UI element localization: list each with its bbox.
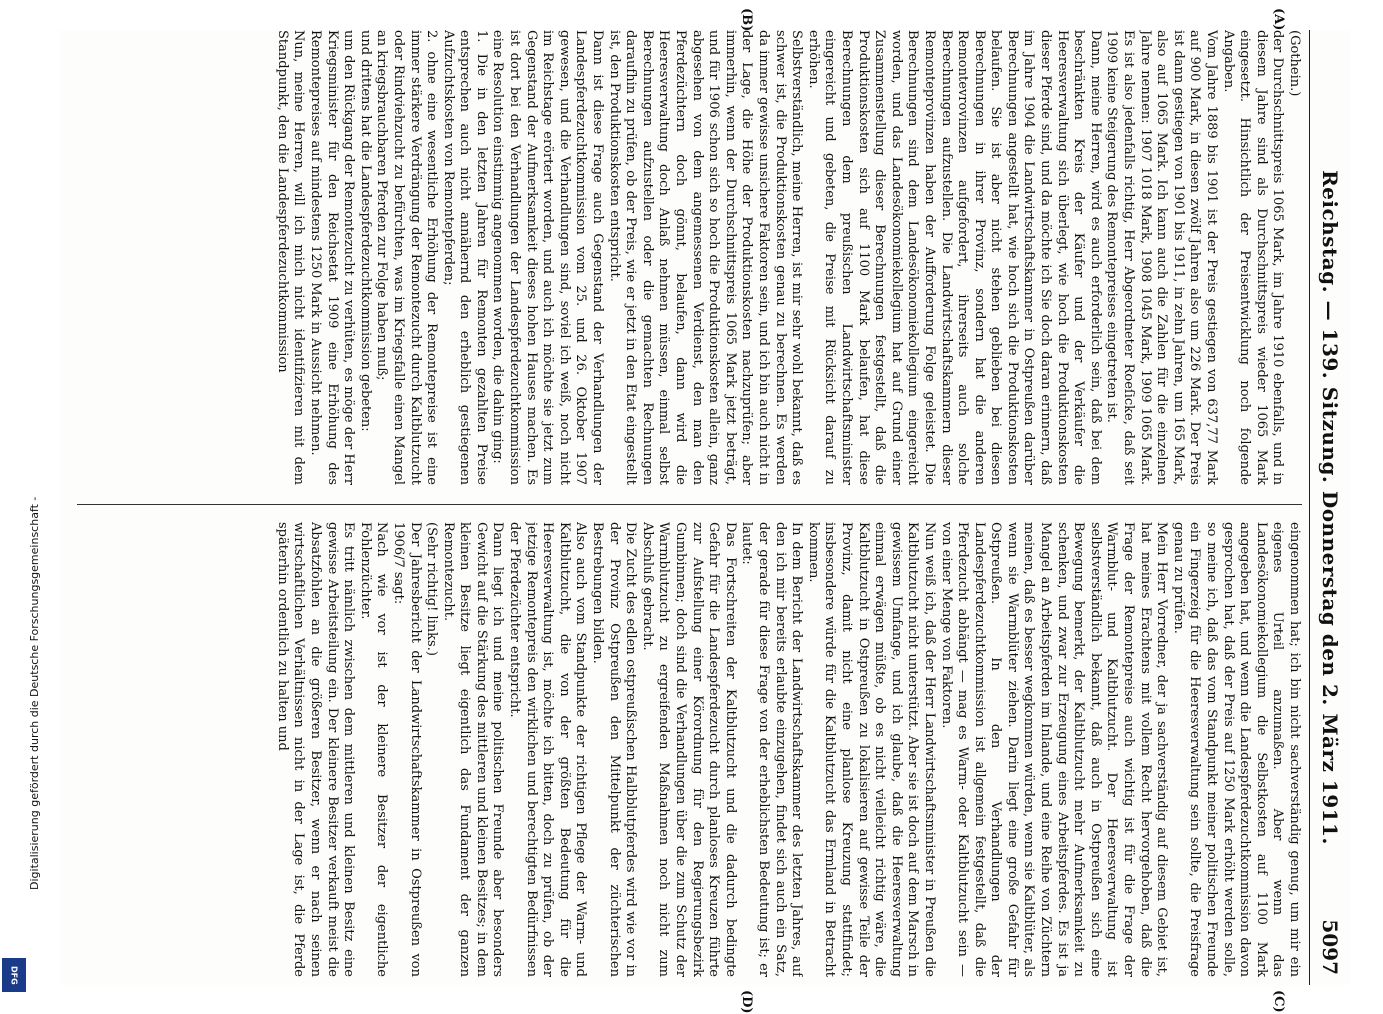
margin-marker-d: (D) [739,990,754,1014]
page-header [1309,30,1350,985]
text-column-right: eingenommen hat; ich bin nicht sachverständig genug, um mir ein eigenes Urteil anzumaßen. Aber wenn das Landesökonomiekollegium die Selbstkosten auf 1100 Mark angegeben hat, und wenn die Landespferdezuchtkommission davon gesprochen hat, daß der Preis auf 1250 Mark erhöht werden solle, so meine ich, daß das vom Standpunkt meiner politischen Freunde ein Fingerzeig für die Heeresverwaltung sein sollte, die Preisfrage genau zu prüfen. Mein Herr Vorredner, der ja sachverständig auf diesem Gebiet ist, hat meines Erachtens mit vollem Recht hervorgehoben, daß die Frage der Remontepreise auch wichtig ist für die Frage der Warmblut- und Kaltblutzucht. Der Heeresverwaltung ist selbstverständlich bekannt, daß auch in Ostpreußen sich eine Bewegung bemerkt, der Kaltblutzucht mehr Aufmerksamkeit zu schenken, und zwar zur Erzeugung eines Arbeitspferdes. Es ist ja Mangel an Arbeitspferden im Inlande, und eine Reihe von Züchtern meinen, daß es besser wegkommen würden, wenn sie Kaltblüter, als wenn sie Warmblüter ziehen. Darin liegt eine große Gefahr für Ostpreußen. In den Verhandlungen der Landespferdezuchtkommission ist allgemein festgestellt, daß die Pferdezucht abhängt — mag es Warm- oder Kaltblutzucht sein — von einer Menge von Faktoren. Nun weiß ich, daß der Herr Landwirtschaftsminister in Preußen die Kaltblutzucht nicht unterstützt. Aber sie ist doch auf dem Marsch in gewissem Umfange, und ich glaube, daß die Heeresverwaltung einmal erwägen müßte, ob es nicht vielleicht richtig wäre, die Kaltblutzucht in Ostpreußen zu lokalisieren auf gewisse Teile der Provinz, damit nicht eine planlose Kreuzung stattfindet; insbesondere würde für die Kaltblutzucht das Ermland in Betracht kommen. In dem Bericht der Landwirtschaftskammer des letzten Jahres, auf den ich mir bereits erlaubte einzugehen, findet sich auch ein Satz, der gerade für diese Frage von der erheblichsten Bedeutung ist; er lautet: Das Fortschreiten der Kaltblutzucht und die dadurch bedingte Gefahr für die Landespferdezucht durch planloses Kreuzen führte zur Aufstellung einer Körordnung für den Regierungsbezirk Gumbinnen; doch sind die Verhandlungen über die zum Schutz der Warmblutzucht zu ergreifenden Maßnahmen noch nicht zum Abschluß gebracht. Die Zucht des edlen ostpreußischen Halbblutpferdes wird wie vor in der Provinz Ostpreußen den Mittelpunkt der züchterischen Bestrebungen bilden. Also auch vom Standpunkte der richtigen Pflege der Warm- und Kaltblutzucht, die von der größten Bedeutung für die Heeresverwaltung ist, möchte ich bitten, doch zu prüfen, ob der jetzige Remontepreis den wirklichen und berechtigten Bedürfnissen der Pferdezüchter entspricht. Dann liegt ich und meine politischen Freunde aber besonders Gewicht auf die Stärkung des mittleren und kleinen Besitzes; in dem kleinen Besitze liegt eigentlich das Fundament der ganzen Remontezucht. (Sehr richtig! links.) Der Jahresbericht der Landwirtschaftskammer in Ostpreußen von 1906/7 sagt: Nach wie vor ist der kleinere Besitzer der eigentliche Fohlenzüchter. Es tritt nämlich zwischen dem mittleren und kleinen Besitz eine gewisse Arbeitsteilung ein. Der kleinere Besitzer verkauft meist die Absatzfohlen an die größeren Besitzer, wenn er nach seinen wirtschaftlichen Verhältnissen nicht in der Lage ist, die Pferde späterhin ordentlich zu halten und [274,522,1302,977]
page-content-rotated [60,8,1350,1014]
running-title: Reichstag. — 139. Sitzung. Donnerstag den 2. März 1911. [1318,170,1342,845]
text-column-left: (Gothein.) der Durchschnittspreis 1065 Mark, im Jahre 1910 ebenfalls, und in diesem Jahre sind als Durchschnittspreis wieder 1065 Mark eingesetzt. Hinsichtlich der Preisentwicklung noch folgende Angaben. Vom Jahre 1889 bis 1901 ist der Preis gestiegen von 637,77 Mark auf 900 Mark, in diesen zwölf Jahren also um 226 Mark. Der Preis ist dann gestiegen von 1901 bis 1911, in zehn Jahren, um 165 Mark, also auf 1065 Mark. Ich kann auch die Zahlen für die einzelnen Jahre nennen: 1907 1018 Mark, 1908 1045 Mark, 1909 1065 Mark. Es ist also jedenfalls richtig, Herr Abgeordneter Roeſicke, daß seit 1909 keine Steigerung des Remontepreises eingetreten ist. Dann, meine Herren, wird es auch erforderlich sein, daß bei dem beschränkten Kreis der Käufer und der Verkäufer die Heeresverwaltung sich überlegt, wie hoch die Produktionskosten dieser Pferde sind, und da möchte ich Sie doch daran erinnern, daß im Jahre 1904 die Landwirtschaftskammer in Ostpreußen darüber Berechnungen angestellt hat, wie hoch sich die Produktionskosten belaufen. Sie ist aber nicht stehen geblieben bei diesen Berechnungen in ihrer Provinz, sondern hat die anderen Remontevrovinzen aufgefordert, ihrerseits auch solche Berechnungen aufzustellen. Die Landwirtschaftskammern dieser Remonteprovinzen haben der Aufforderung Folge geleistet. Die Berechnungen sind dem Landesökonomiekollegium eingereicht worden, und das Landesökonomiekollegium hat auf Grund einer Zusammenstellung dieser Berechnungen festgestellt, daß die Produktionskosten sich auf 1100 Mark belaufen, hat diese Berechnungen dem preußischen Landwirtschaftsminister eingereicht und gebeten, die Preise mit Rücksicht darauf zu erhöhen. Selbstverständlich, meine Herren, ist mir sehr wohl bekannt, daß es schwer ist, die Produktionskosten genau zu berechnen. Es werden da immer gewisse unsichere Faktoren sein, und ich bin auch nicht in der Lage, die Höhe der Produktionskosten nachzuprüfen; aber immerhin, wenn der Durchschnittspreis 1065 Mark jetzt beträgt, und für 1906 schon sich so hoch die Produktionskosten allein, ganz abgesehen von dem angemessenen Verdienst, den man den Pferdezüchtern doch gönnt, belaufen, dann wird die Heeresverwaltung doch Anlaß nehmen müssen, einmal selbst Berechnungen aufzustellen oder die gemachten Rechnungen daraufhin zu prüfen, ob der Preis, wie er jetzt in den Etat eingestellt ist, den Produktionskosten entspricht. Dann ist diese Frage auch Gegenstand der Verhandlungen der Landespferdezuchtkommission vom 25. und 26. Oktober 1907 gewesen, und die Verhandlungen sind, soviel ich weiß, noch nicht im Reichstage erörtert worden, und auch ich möchte sie jetzt zum Gegenstand der Aufmerksamkeit dieses hohen Hauses machen. Es ist dort bei den Verhandlungen der Landespferdezuchtkommission eine Resolution einstimmig angenommen worden, die dahin ging: 1. Die in den letzten Jahren für Remonten gezahlten Preise entsprechen auch nicht annähernd den erheblich gestiegenen Aufzuchtskosten von Remontepferden; 2. ohne eine wesentliche Erhöhung der Remontepreise ist eine immer stärkere Verdrängung der Remontezucht durch Kaltblutzucht oder Rindviehzucht zu befürchten, was im Kriegsfalle einen Mangel an kriegsbrauchbaren Pferden zur Folge haben muß; und drittens hat die Landespferdezuchtkommission gebeten: um den Rückgang der Remontezucht zu verhüten, es möge der Herr Kriegsminister für den Reichsetat 1909 eine Erhöhung des Remontepreises auf mindestens 1250 Mark in Aussicht nehmen. Nun, meine Herren, will ich mich nicht identifizieren mit dem Standpunkt, den die Landespferdezuchtkommission [274,30,1302,485]
margin-marker-c: (C) [1271,990,1286,1013]
scanned-page [60,8,1350,1014]
credit-text: Digitalisierung gefördert durch die Deutsche Forschungsgemeinschaft - [28,496,41,890]
page-number: 5097 [1318,919,1342,975]
dfg-logo-text: DFG [9,965,19,985]
digitization-credit [6,10,41,990]
margin-marker-b: (B) [739,8,754,32]
dfg-logo [2,958,26,992]
margin-marker-a: (A) [1271,8,1286,31]
column-divider [77,504,1302,505]
